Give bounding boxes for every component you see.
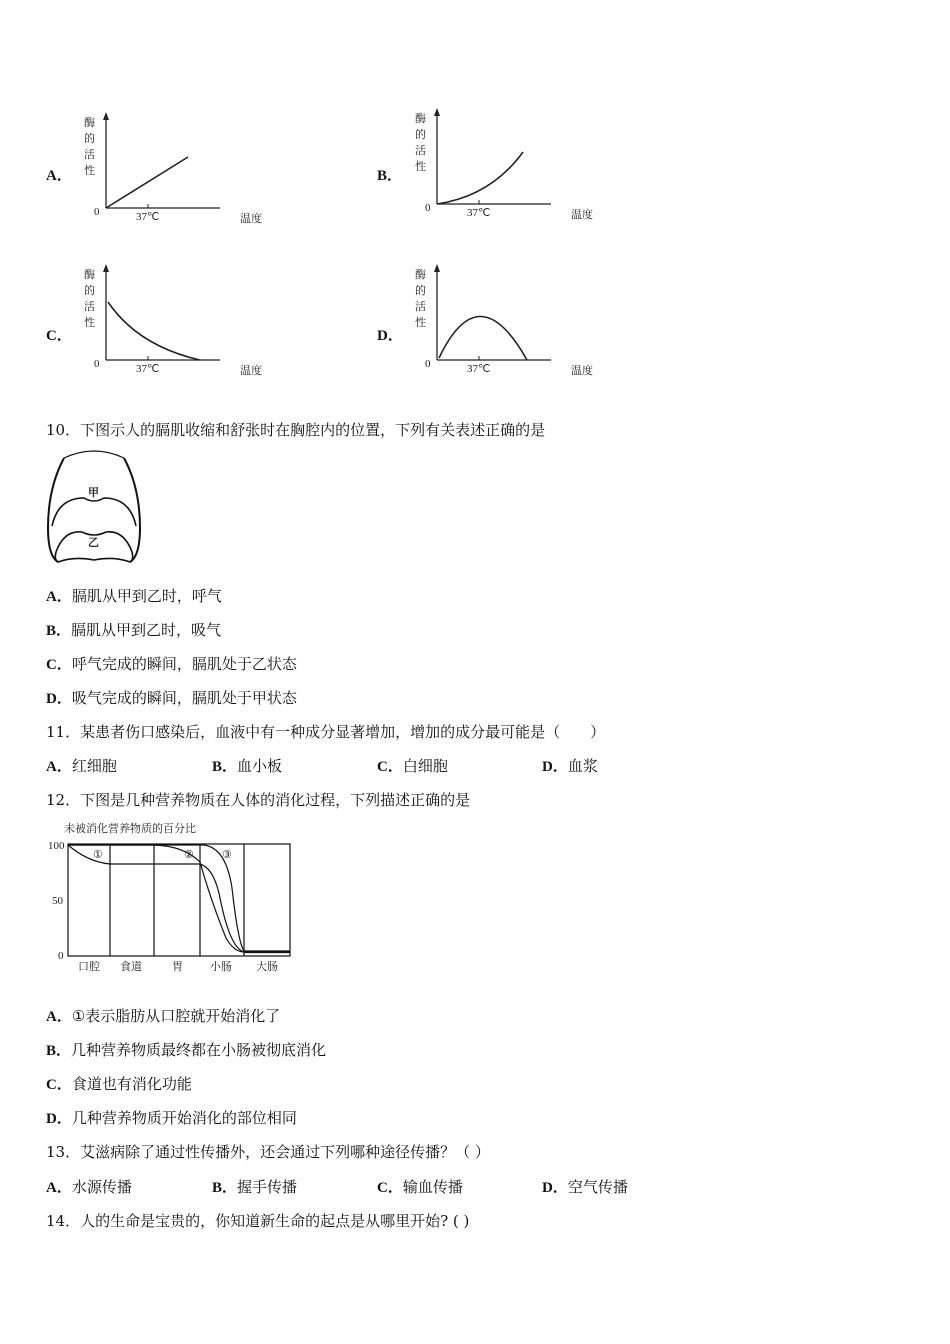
q13-option-d[interactable]: D．空气传播 [542, 1178, 628, 1196]
q12-stem: 12．下图是几种营养物质在人体的消化过程，下列描述正确的是 [46, 791, 471, 809]
svg-text:的: 的 [415, 284, 426, 297]
q11-option-b[interactable]: B．血小板 [212, 757, 283, 775]
q10-option-b[interactable]: B．膈肌从甲到乙时，吸气 [46, 621, 222, 639]
q11-option-c[interactable]: C．白细胞 [377, 757, 448, 775]
origin-label: 0 [94, 206, 100, 218]
q10-option-a[interactable]: A．膈肌从甲到乙时，呼气 [46, 587, 222, 605]
svg-text:性: 性 [84, 316, 95, 329]
svg-text:性: 性 [415, 160, 426, 173]
y-label [84, 115, 95, 177]
x-label-large-intestine: 大肠 [256, 960, 278, 973]
svg-text:性: 性 [84, 164, 95, 177]
diaphragm-diagram [44, 448, 144, 566]
svg-text:活: 活 [415, 300, 426, 313]
curve-label-1: ① [93, 848, 103, 861]
origin-label: 0 [425, 202, 431, 214]
q12-option-b[interactable]: B．几种营养物质最终都在小肠被彻底消化 [46, 1041, 327, 1059]
x-label-esophagus: 食道 [120, 960, 142, 973]
q9-option-c [46, 264, 306, 384]
q14-stem: 14．人的生命是宝贵的，你知道新生命的起点是从哪里开始? ( ) [46, 1212, 470, 1230]
label-yi: 乙 [88, 536, 99, 549]
curve-exponential [437, 152, 523, 204]
x-label: 温度 [240, 212, 262, 225]
y-tick-50: 50 [52, 895, 63, 907]
q12-option-d[interactable]: D．几种营养物质开始消化的部位相同 [46, 1109, 297, 1127]
curve-2 [68, 845, 290, 952]
svg-text:活: 活 [84, 300, 95, 313]
svg-text:的: 的 [84, 284, 95, 297]
enzyme-graph-c [80, 264, 280, 384]
q13-stem: 13．艾滋病除了通过性传播外，还会通过下列哪种途径传播？（ ） [46, 1143, 490, 1161]
x-label-small-intestine: 小肠 [210, 960, 232, 973]
chest-top [64, 451, 124, 458]
x-label: 温度 [571, 208, 593, 221]
enzyme-graph-b [411, 108, 611, 228]
y-tick-100: 100 [48, 840, 65, 852]
option-label: A． [46, 168, 72, 184]
curve-1 [68, 845, 290, 952]
svg-text:酶: 酶 [84, 116, 95, 129]
q12-option-c[interactable]: C．食道也有消化功能 [46, 1075, 192, 1093]
x-label: 温度 [571, 364, 593, 377]
svg-text:活: 活 [415, 144, 426, 157]
origin-label: 0 [94, 358, 100, 370]
label-jia: 甲 [88, 486, 99, 499]
q11-stem: 11．某患者伤口感染后，血液中有一种成分显著增加，增加的成分最可能是（ ） [46, 723, 606, 741]
curve-label-3: ③ [222, 848, 232, 861]
q9-option-d [377, 264, 637, 384]
curve-decreasing [108, 302, 200, 360]
tick-label: 37℃ [467, 363, 491, 375]
x-label-mouth: 口腔 [78, 960, 100, 973]
svg-text:的: 的 [415, 128, 426, 141]
q11-options [46, 756, 646, 776]
option-label: B． [377, 168, 403, 184]
svg-text:酶: 酶 [415, 112, 426, 125]
tick-label: 37℃ [136, 211, 160, 223]
digestion-chart [44, 818, 304, 978]
q9-option-a [46, 112, 306, 232]
q13-options [46, 1177, 646, 1197]
q13-option-a[interactable]: A．水源传播 [46, 1178, 132, 1196]
option-label: C． [46, 328, 72, 344]
q13-option-b[interactable]: B．握手传播 [212, 1178, 298, 1196]
x-label: 温度 [240, 364, 262, 377]
option-label: D． [377, 328, 403, 344]
q13-option-c[interactable]: C．输血传播 [377, 1178, 463, 1196]
diaphragm-jia [52, 498, 136, 526]
enzyme-graph-a [80, 112, 280, 232]
svg-text:的: 的 [84, 132, 95, 145]
q11-option-a[interactable]: A．红细胞 [46, 757, 117, 775]
x-label-stomach: 胃 [172, 960, 183, 973]
curve-label-2: ② [184, 848, 194, 861]
svg-text:活: 活 [84, 148, 95, 161]
y-label [415, 267, 426, 329]
y-label [415, 111, 426, 173]
svg-text:性: 性 [415, 316, 426, 329]
y-tick-0: 0 [58, 950, 64, 962]
origin-label: 0 [425, 358, 431, 370]
q11-option-d[interactable]: D．血浆 [542, 757, 598, 775]
tick-label: 37℃ [136, 363, 160, 375]
enzyme-graph-d [411, 264, 611, 384]
svg-text:酶: 酶 [84, 268, 95, 281]
q9-option-b [377, 108, 637, 228]
y-label [84, 267, 95, 329]
q10-stem: 10．下图示人的膈肌收缩和舒张时在胸腔内的位置，下列有关表述正确的是 [46, 421, 546, 439]
q10-option-c[interactable]: C．呼气完成的瞬间，膈肌处于乙状态 [46, 655, 297, 673]
curve-arch [439, 316, 527, 360]
tick-label: 37℃ [467, 207, 491, 219]
svg-text:酶: 酶 [415, 268, 426, 281]
chart-title: 未被消化营养物质的百分比 [64, 822, 196, 835]
q12-option-a[interactable]: A．①表示脂肪从口腔就开始消化了 [46, 1007, 281, 1025]
q10-option-d[interactable]: D．吸气完成的瞬间，膈肌处于甲状态 [46, 689, 297, 707]
curve-linear [106, 157, 188, 208]
